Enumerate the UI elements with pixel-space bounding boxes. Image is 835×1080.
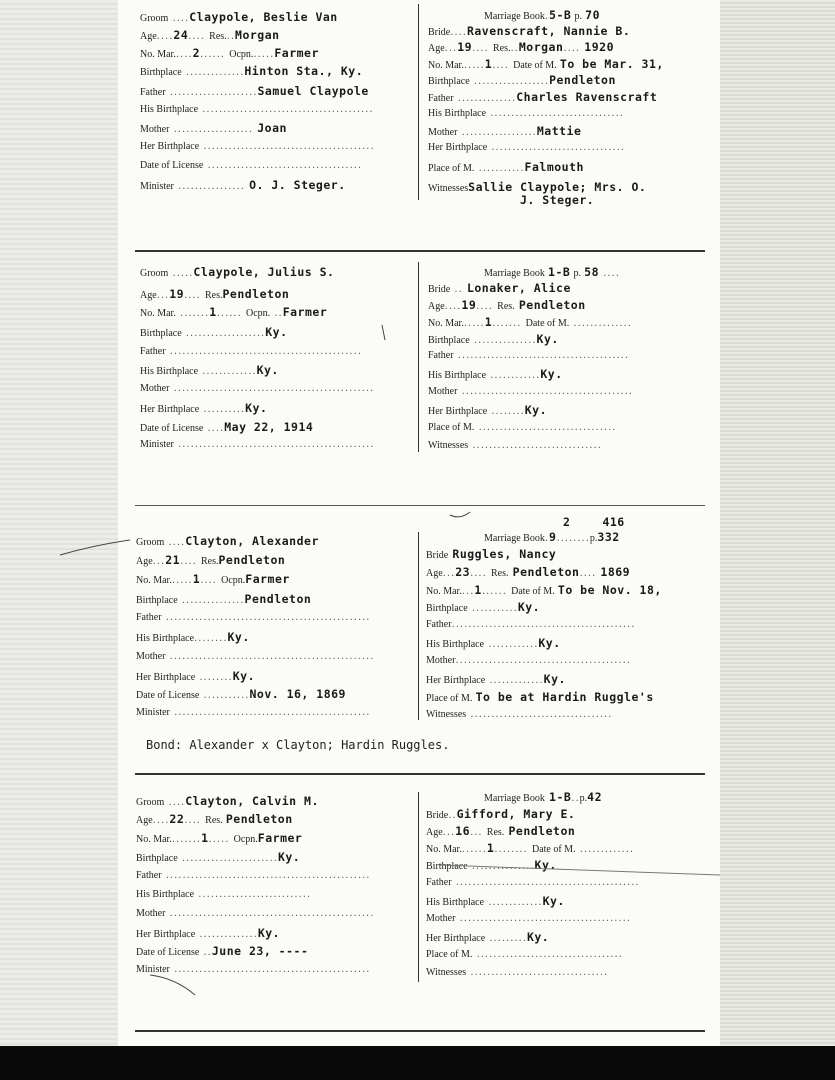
bride-name-row: Bride....Ravenscraft, Nannie B. (428, 24, 631, 38)
groom-name-row: Groom ....Claypole, Beslie Van (140, 10, 338, 24)
groom-age-row: Age....22.... Res. Pendleton (136, 812, 293, 826)
bride-her-birthplace-row: Her Birthplace .........Ky. (426, 930, 550, 944)
bride-nomar-row: No. Mar......1....... Date of M. .............. (428, 315, 632, 329)
bride-father-row: Father ............................................ (426, 877, 640, 888)
bride-place-row: Place of M. ................................. (428, 422, 617, 433)
bride-her-birthplace-row: Her Birthplace ........Ky. (428, 403, 548, 417)
bride-birthplace-row: Birthplace ..................Pendleton (428, 73, 616, 87)
bride-mother-row: Mother ..................Mattie (428, 124, 582, 138)
groom-nomar-row: No. Mar......1.... Ocpn.Farmer (136, 572, 290, 586)
bride-father-row: Father............................................ (426, 619, 636, 630)
pen-stroke-mark (60, 540, 130, 555)
pen-stroke-mark (150, 975, 195, 995)
groom-mother-row: Mother ................................................. (136, 908, 375, 919)
groom-his-birthplace-row: His Birthplace........Ky. (136, 630, 250, 644)
groom-name-row: Groom .....Claypole, Julius S. (140, 265, 335, 279)
bride-nomar-row: No. Mar....1...... Date of M. To be Nov. 18, (426, 583, 662, 597)
bride-nomar-row: No. Mar.......1........ Date of M. ............. (426, 841, 635, 855)
groom-birthplace-row: Birthplace ...............Pendleton (136, 592, 312, 606)
marriage-book-ref: Marriage Book 1-B p. 58 .... (484, 265, 620, 279)
groom-birthplace-row: Birthplace ..............Hinton Sta., Ky. (140, 64, 364, 78)
groom-name-row: Groom ....Clayton, Calvin M. (136, 794, 319, 808)
groom-license-row: Date of License ..................................... (140, 160, 363, 171)
bride-name-row: Bride Ruggles, Nancy (426, 547, 557, 561)
marriage-book-ref: Marriage Book 1-B..p.42 (484, 790, 603, 804)
groom-minister-row: Minister ............................................... (136, 964, 371, 975)
bride-birthplace-row: Birthplace ...........Ky. (426, 600, 541, 614)
groom-birthplace-row: Birthplace .......................Ky. (136, 850, 301, 864)
bride-birthplace-row: Birthplace ...............Ky. (426, 858, 557, 872)
groom-nomar-row: No. Mar. .......1...... Ocpn. ..Farmer (140, 305, 328, 319)
groom-age-row: Age....24.... Res...Morgan (140, 28, 280, 42)
groom-name-row: Groom ....Clayton, Alexander (136, 534, 319, 548)
bride-his-birthplace-row: His Birthplace ................................ (428, 108, 624, 119)
bride-his-birthplace-row: His Birthplace ............Ky. (426, 636, 561, 650)
groom-mother-row: Mother ................................................. (136, 651, 375, 662)
bride-his-birthplace-row: His Birthplace .............Ky. (426, 894, 565, 908)
groom-license-row: Date of License ....May 22, 1914 (140, 420, 314, 434)
groom-her-birthplace-row: Her Birthplace ......................................... (140, 141, 375, 152)
bride-her-birthplace-row: Her Birthplace ................................ (428, 142, 626, 153)
bride-birthplace-row: Birthplace ...............Ky. (428, 332, 559, 346)
pen-stroke-mark (450, 512, 470, 517)
pen-stroke-mark (382, 325, 385, 340)
bride-place-row: Place of M. ................................... (426, 949, 623, 960)
groom-mother-row: Mother ................... Joan (140, 121, 287, 135)
groom-nomar-row: No. Mar.....2...... Ocpn......Farmer (140, 46, 319, 60)
bride-place-row: Place of M. ...........Falmouth (428, 160, 584, 174)
bride-father-row: Father ......................................... (428, 350, 630, 361)
groom-minister-row: Minister ............................................... (140, 439, 375, 450)
bride-mother-row: Mother.......................................... (426, 655, 631, 666)
groom-birthplace-row: Birthplace ...................Ky. (140, 325, 288, 339)
groom-father-row: Father .............................................. (140, 346, 362, 357)
bride-mother-row: Mother ......................................... (426, 913, 631, 924)
groom-minister-row: Minister ................ O. J. Steger. (140, 178, 346, 192)
bride-witnesses-cont: J. Steger. (520, 193, 595, 207)
groom-license-row: Date of License ..June 23, ---- (136, 944, 309, 958)
bride-name-row: Bride..Gifford, Mary E. (426, 807, 576, 821)
groom-father-row: Father ................................................. (136, 870, 371, 881)
bride-age-row: Age...19.... Res...Morgan.... 1920 (428, 40, 614, 54)
groom-her-birthplace-row: Her Birthplace ..............Ky. (136, 926, 281, 940)
bride-witnesses-row: Witnesses ................................. (426, 967, 609, 978)
groom-father-row: Father ................................................. (136, 612, 371, 623)
groom-his-birthplace-row: His Birthplace ........................... (136, 889, 312, 900)
bride-age-row: Age...16... Res. Pendleton (426, 824, 576, 838)
groom-his-birthplace-row: His Birthplace .............Ky. (140, 363, 279, 377)
bride-witnesses-row: WitnessesSallie Claypole; Mrs. O. (428, 180, 647, 194)
bond-note: Bond: Alexander x Clayton; Hardin Ruggles. (146, 738, 450, 752)
bride-her-birthplace-row: Her Birthplace .............Ky. (426, 672, 566, 686)
bride-nomar-row: No. Mar......1.... Date of M. To be Mar. 31, (428, 57, 664, 71)
bride-father-row: Father ..............Charles Ravenscraft (428, 90, 658, 104)
groom-minister-row: Minister ............................................... (136, 707, 371, 718)
groom-his-birthplace-row: His Birthplace ......................................... (140, 104, 374, 115)
groom-mother-row: Mother ................................................ (140, 383, 375, 394)
fold-crease-line (440, 865, 720, 875)
marriage-book-ref: Marriage Book.9........p.332 (484, 530, 620, 544)
groom-father-row: Father .....................Samuel Claypole (140, 84, 369, 98)
bride-his-birthplace-row: His Birthplace ............Ky. (428, 367, 563, 381)
groom-her-birthplace-row: Her Birthplace ..........Ky. (140, 401, 268, 415)
bride-place-row: Place of M. To be at Hardin Ruggle's (426, 690, 654, 704)
marriage-book-ref: Marriage Book.5-B p. 70 (484, 8, 601, 22)
groom-license-row: Date of License ...........Nov. 16, 1869 (136, 687, 346, 701)
bride-mother-row: Mother ......................................... (428, 386, 633, 397)
marriage-book-ref-above: 2 416 (563, 515, 625, 529)
bride-witnesses-row: Witnesses .................................. (426, 709, 613, 720)
bride-name-row: Bride .. Lonaker, Alice (428, 281, 571, 295)
bride-age-row: Age....19.... Res. Pendleton (428, 298, 586, 312)
groom-age-row: Age...21.... Res.Pendleton (136, 553, 286, 567)
bride-witnesses-row: Witnesses ............................... (428, 440, 602, 451)
groom-her-birthplace-row: Her Birthplace ........Ky. (136, 669, 256, 683)
groom-age-row: Age...19.... Res.Pendleton (140, 287, 290, 301)
groom-nomar-row: No. Mar........1..... Ocpn.Farmer (136, 831, 303, 845)
bride-age-row: Age...23.... Res. Pendleton.... 1869 (426, 565, 631, 579)
